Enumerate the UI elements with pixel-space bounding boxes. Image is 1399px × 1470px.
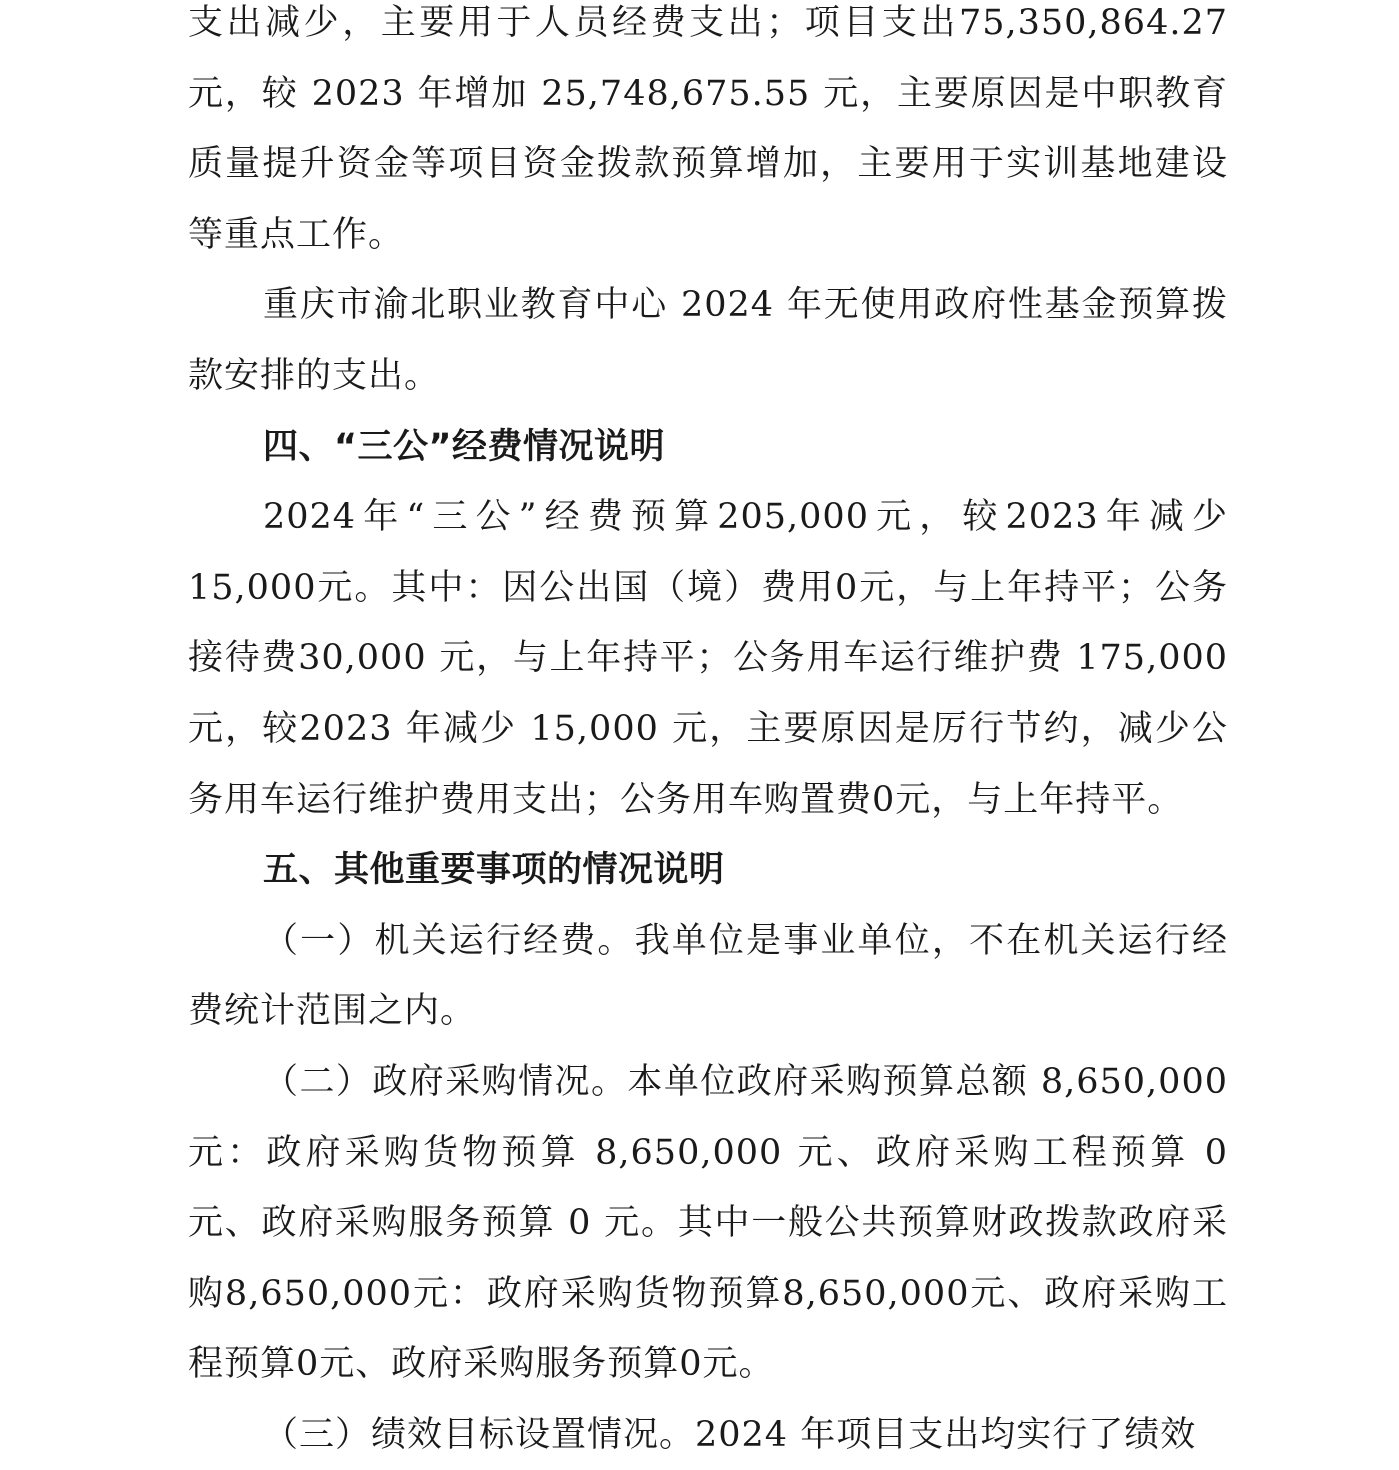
paragraph-operating-expenses: （一）机关运行经费。我单位是事业单位，不在机关运行经费统计范围之内。 bbox=[188, 920, 1228, 1032]
paragraph-performance-targets: （三）绩效目标设置情况。2024 年项目支出均实行了绩效 bbox=[263, 1414, 1197, 1455]
document-page bbox=[188, 0, 1228, 1470]
paragraph-government-procurement: （二）政府采购情况。本单位政府采购预算总额 8,650,000元：政府采购货物预算 8,650,000 元、政府采购工程预算 0 元、政府采购服务预算 0 元。其中一般公共预算财政拨款政府采购8,650,000元：政府采购货物预算8,650,000元、政府采购工程预算0元、政府采购服务预算0元。 bbox=[188, 1061, 1228, 1385]
paragraph-three-public-expenses: 2024年“三公”经费预算205,000元，较2023年减少15,000元。其中：因公出国（境）费用0元，与上年持平；公务接待费30,000 元，与上年持平；公务用车运行维护费 175,000 元，较2023 年减少 15,000 元，主要原因是厉行节约，减少公务用车运行维护费用支出；公务用车购置费0元，与上年持平。 bbox=[188, 497, 1228, 820]
paragraph-government-fund: 重庆市渝北职业教育中心 2024 年无使用政府性基金预算拨款安排的支出。 bbox=[188, 285, 1228, 396]
paragraph-project-expenditure: 支出减少，主要用于人员经费支出；项目支出75,350,864.27元，较 2023 年增加 25,748,675.55 元，主要原因是中职教育质量提升资金等项目资金拨款预算增加，主要用于实训基地建设等重点工作。 bbox=[188, 3, 1228, 255]
section-heading-other-matters: 五、其他重要事项的情况说明 bbox=[263, 850, 725, 891]
section-heading-three-public-expenses: 四、“三公”经费情况说明 bbox=[263, 426, 666, 467]
